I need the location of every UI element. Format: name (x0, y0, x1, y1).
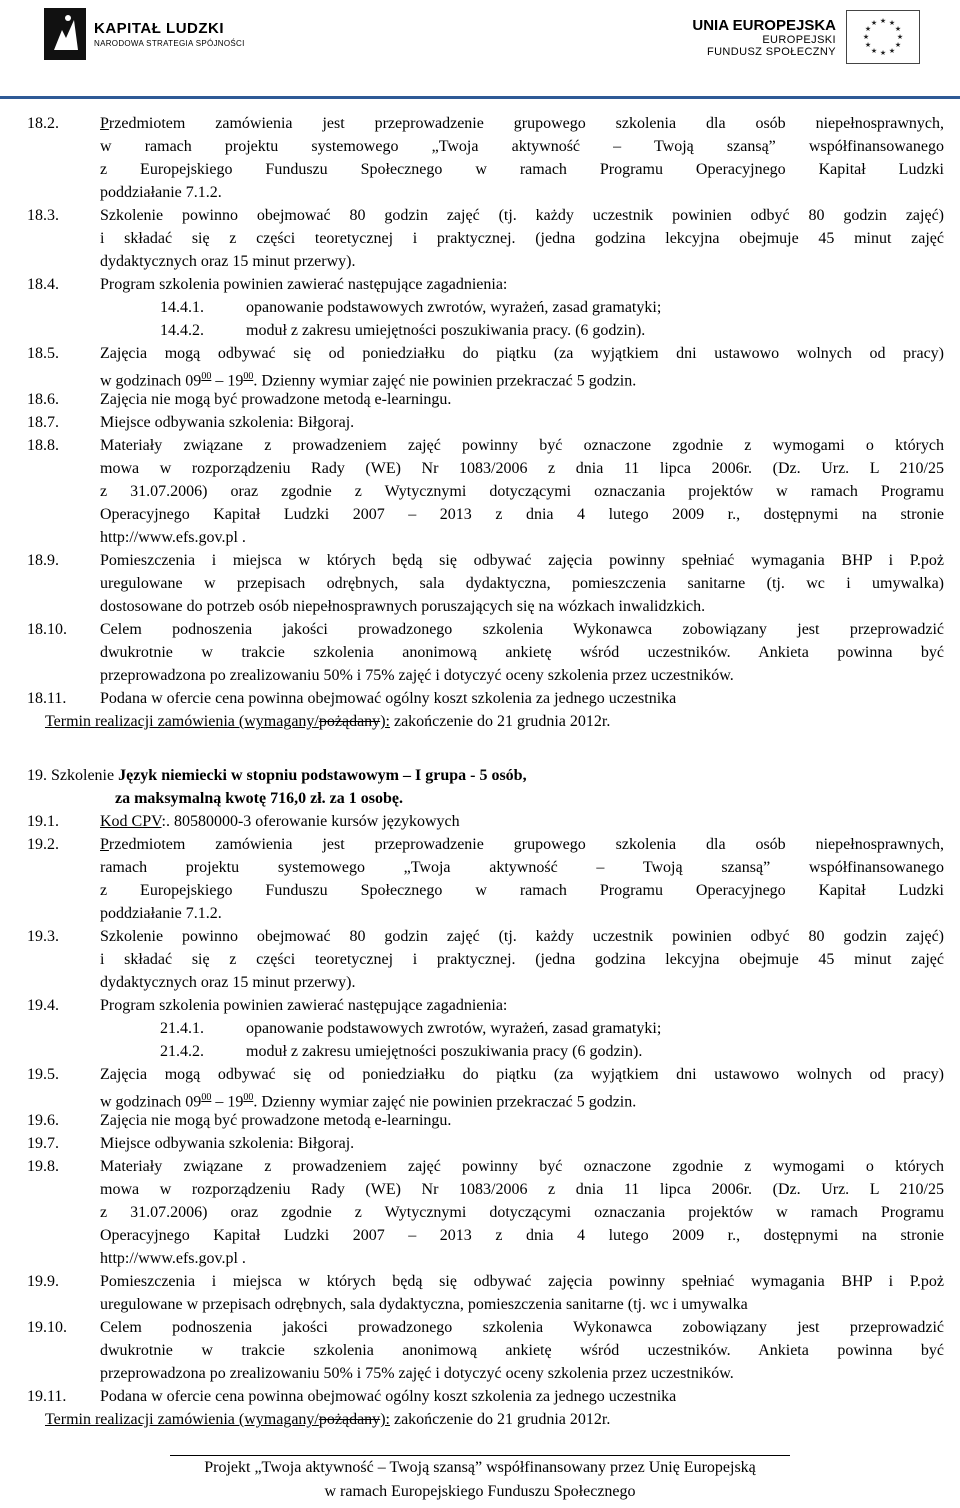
para-19-11 (0, 1386, 960, 1408)
superscript: 00 (243, 1092, 254, 1103)
superscript: 00 (201, 1092, 212, 1103)
kapital-ludzki-subtitle: NARODOWA STRATEGIA SPÓJNOŚCI (94, 39, 245, 48)
para-19-1 (0, 811, 960, 833)
text-line: opanowanie podstawowych zwrotów, wyrażeń, zasad gramatyki; (246, 299, 662, 316)
para-18-10-line3 (0, 665, 960, 687)
svg-text:★: ★ (870, 19, 878, 27)
para-21-4-1 (0, 1018, 960, 1040)
para-14-4-2 (0, 320, 960, 342)
text-line: Podana w ofercie cena powinna obejmować ogólny koszt szkolenia za jednego uczestnika (100, 1388, 677, 1405)
para-number: 19.3. (27, 928, 59, 945)
para-number: 18.7. (27, 414, 59, 431)
text-line: mowa w rozporządzeniu Rady (WE) Nr 1083/2006 z dnia 11 lipca 2006r. (Dz. Urz. L 210/25 (100, 1181, 944, 1198)
text-line: moduł z zakresu umiejętności poszukiwania pracy. (6 godzin). (246, 322, 646, 339)
para-19-8-line2 (0, 1179, 960, 1201)
para-number: 18.2. (27, 115, 59, 132)
para-number: 19.1. (27, 813, 59, 830)
svg-text:★: ★ (894, 41, 902, 49)
para-text (100, 834, 944, 856)
text-line: Miejsce odbywania szkolenia: Biłgoraj. (100, 414, 355, 431)
text-line: Miejsce odbywania szkolenia: Biłgoraj. (100, 1135, 355, 1152)
para-18-11 (0, 688, 960, 710)
para-19-10 (0, 1317, 960, 1339)
svg-text:★: ★ (862, 33, 870, 41)
para-18-2-line3 (0, 159, 960, 181)
text-line (100, 811, 944, 833)
cpv-label: Kod CPV (100, 813, 162, 830)
text-part: . Dzienny wymiar zajęć nie powinien przekraczać 5 godzin. (253, 372, 637, 390)
para-number: 18.11. (27, 690, 67, 707)
term-close: ): (380, 1411, 390, 1428)
text-line: mowa w rozporządzeniu Rady (WE) Nr 1083/2006 z dnia 11 lipca 2006r. (Dz. Urz. L 210/25 (100, 460, 944, 477)
para-19-6 (0, 1110, 960, 1132)
term-value: zakończenie do 21 grudnia 2012r. (389, 1411, 611, 1428)
page-header (0, 0, 960, 99)
para-19-2-line4 (0, 903, 960, 925)
text-line: Celem podnoszenia jakości prowadzonego szkolenia Wykonawca zobowiązany jest przeprowadzić (100, 621, 944, 638)
text-line: Operacyjnego Kapitał Ludzki 2007 – 2013 z dnia 4 lutego 2009 r., dostępnymi na stronie (100, 506, 944, 523)
para-18-10 (0, 619, 960, 641)
para-18-10-line2 (0, 642, 960, 664)
para-number: 19.11. (27, 1388, 67, 1405)
para-18-9-line3 (0, 596, 960, 618)
eu-flag-icon (846, 10, 920, 64)
kapital-ludzki-logo (44, 8, 245, 60)
text-line: Zajęcia mogą odbywać się od poniedziałku do piątku (za wyjątkiem dni ustawowo wolnych od pracy) (100, 1066, 944, 1083)
underlined-initial: P (100, 836, 109, 853)
text-line: rzedmiotem zamówienia jest przeprowadzenie grupowego szkolenia dla osób niepełnosprawnych, (108, 836, 944, 853)
para-19-7 (0, 1133, 960, 1155)
text-line: Materiały związane z prowadzeniem zajęć powinny być oznaczone zgodnie z wymogami o których (100, 437, 944, 454)
text-part: w godzinach 09 (100, 1093, 202, 1111)
para-18-6 (0, 389, 960, 411)
text-line: Program szkolenia powinien zawierać następujące zagadnienia: (100, 997, 508, 1014)
text-part: w godzinach 09 (100, 372, 202, 390)
heading-price: za maksymalną kwotę 716,0 zł. za 1 osobę. (115, 790, 403, 807)
para-18-9 (0, 550, 960, 572)
para-18-3-line3 (0, 251, 960, 273)
term-label: Termin realizacji zamówienia (wymagany/ (45, 713, 319, 730)
para-18-2-line4 (0, 182, 960, 204)
para-number: 19.5. (27, 1066, 59, 1083)
term-text (45, 1409, 610, 1431)
text-line: dwukrotnie w trakcie szkolenia anonimową ankietę wśród uczestników. Ankieta powinna być (100, 644, 944, 661)
term-text (45, 711, 610, 733)
text-line: Program szkolenia powinien zawierać następujące zagadnienia: (100, 276, 508, 293)
text-line: Zajęcia mogą odbywać się od poniedziałku do piątku (za wyjątkiem dni ustawowo wolnych od pracy) (100, 345, 944, 362)
para-18-2-line2 (0, 136, 960, 158)
para-19-9 (0, 1271, 960, 1293)
para-number: 19.7. (27, 1135, 59, 1152)
para-19-8-line4 (0, 1225, 960, 1247)
para-14-4-1 (0, 297, 960, 319)
text-line: dwukrotnie w trakcie szkolenia anonimową ankietę wśród uczestników. Ankieta powinna być (100, 1342, 944, 1359)
para-18-3-line2 (0, 228, 960, 250)
term-struck: pożądany (318, 1411, 381, 1428)
text-line: w ramach projektu systemowego „Twoja aktywność – Twoją szansą” współfinansowanego (100, 138, 944, 155)
para-19-3-line3 (0, 972, 960, 994)
heading-text (27, 765, 527, 787)
para-18-2 (0, 113, 960, 135)
para-number: 19.4. (27, 997, 59, 1014)
text-line: Pomieszczenia i miejsca w których będą się odbywać zajęcia powinny spełniać wymagania BHP i P.poż (100, 1273, 944, 1290)
underlined-initial: P (100, 115, 109, 132)
para-19-8-line5 (0, 1248, 960, 1270)
text-part: – 19 (211, 372, 244, 390)
sub-number: 14.4.2. (160, 322, 204, 339)
text-line: i składać się z części teoretycznej i praktycznej. (jedna godzina lekcyjna obejmuje 45 minut zajęć (100, 951, 944, 968)
para-number: 18.5. (27, 345, 59, 362)
para-number: 19.2. (27, 836, 59, 853)
term-close: ): (380, 713, 390, 730)
section-19-heading (0, 765, 960, 787)
text-line: z Europejskiego Funduszu Społecznego w ramach Programu Operacyjnego Kapitał Ludzki (100, 161, 944, 178)
para-19-3 (0, 926, 960, 948)
para-number: 18.8. (27, 437, 59, 454)
superscript: 00 (243, 371, 254, 382)
para-18-5-line2 (0, 366, 960, 388)
text-line: moduł z zakresu umiejętności poszukiwania pracy (6 godzin). (246, 1043, 643, 1060)
footer-line1: Projekt „Twoja aktywność – Twoją szansą” współfinansowany przez Unię Europejską (204, 1459, 756, 1476)
para-number: 18.6. (27, 391, 59, 408)
term-line-19 (0, 1409, 960, 1431)
text-line: Szkolenie powinno obejmować 80 godzin zajęć (tj. każdy uczestnik powinien odbyć 80 godzin zajęć) (100, 207, 944, 224)
para-19-10-line2 (0, 1340, 960, 1362)
para-number: 19.6. (27, 1112, 59, 1129)
svg-text:★: ★ (864, 25, 872, 33)
text-part: . Dzienny wymiar zajęć nie powinien przekraczać 5 godzin. (253, 1093, 637, 1111)
text-line: Zajęcia nie mogą być prowadzone metodą e-learningu. (100, 1112, 452, 1129)
text-line: dostosowane do potrzeb osób niepełnosprawnych poruszających się na wózkach inwalidzkich. (100, 598, 706, 615)
term-struck: pożądany (318, 713, 381, 730)
para-19-5-line2 (0, 1087, 960, 1109)
text-line: przeprowadzona po zrealizowaniu 50% i 75% zajęć i dotyczyć oceny szkolenia przez uczestników. (100, 1365, 734, 1382)
text-line: uregulowane w przepisach odrębnych, sala dydaktyczna, pomieszczenia sanitarne (tj. wc i umywalka (100, 1296, 748, 1313)
para-19-8-line3 (0, 1202, 960, 1224)
para-19-2-line2 (0, 857, 960, 879)
para-text (100, 113, 944, 135)
para-18-3 (0, 205, 960, 227)
eu-line2: EUROPEJSKI (762, 33, 836, 46)
footer-line2: w ramach Europejskiego Funduszu Społecznego (324, 1483, 636, 1500)
svg-text:★: ★ (879, 17, 887, 25)
text-line: Celem podnoszenia jakości prowadzonego szkolenia Wykonawca zobowiązany jest przeprowadzić (100, 1319, 944, 1336)
para-19-2-line3 (0, 880, 960, 902)
section-19-heading-line2 (0, 788, 960, 810)
eu-line3: FUNDUSZ SPOŁECZNY (706, 45, 836, 58)
page-footer (0, 1456, 960, 1504)
sub-number: 21.4.1. (160, 1020, 204, 1037)
text-part: – 19 (211, 1093, 244, 1111)
para-19-5 (0, 1064, 960, 1086)
svg-text:★: ★ (888, 19, 896, 27)
term-label: Termin realizacji zamówienia (wymagany/ (45, 1411, 319, 1428)
para-18-4 (0, 274, 960, 296)
para-18-8-line5 (0, 527, 960, 549)
text-line: Szkolenie powinno obejmować 80 godzin zajęć (tj. każdy uczestnik powinien odbyć 80 godzin zajęć) (100, 928, 944, 945)
heading-title: Język niemiecki w stopniu podstawowym – I grupa - 5 osób, (118, 767, 527, 784)
svg-text:★: ★ (896, 33, 904, 41)
text-line: rzedmiotem zamówienia jest przeprowadzenie grupowego szkolenia dla osób niepełnosprawnych, (108, 115, 944, 132)
svg-text:★: ★ (888, 47, 896, 55)
para-19-9-line2 (0, 1294, 960, 1316)
text-line: Pomieszczenia i miejsca w których będą się odbywać zajęcia powinny spełniać wymagania BHP i P.poż (100, 552, 944, 569)
para-21-4-2 (0, 1041, 960, 1063)
kapital-ludzki-title: KAPITAŁ LUDZKI (94, 20, 225, 37)
svg-text:★: ★ (879, 49, 887, 57)
text-line: Podana w ofercie cena powinna obejmować ogólny koszt szkolenia za jednego uczestnika (100, 690, 677, 707)
text-line: z Europejskiego Funduszu Społecznego w ramach Programu Operacyjnego Kapitał Ludzki (100, 882, 944, 899)
heading-number: 19. Szkolenie (27, 767, 119, 784)
text-line: z 31.07.2006) oraz zgodnie z Wytycznymi dotyczącymi oznaczania projektów w ramach Programu (100, 1204, 944, 1221)
efs-link[interactable]: http://www.efs.gov.pl . (100, 1250, 246, 1267)
text-line: opanowanie podstawowych zwrotów, wyrażeń, zasad gramatyki; (246, 1020, 662, 1037)
para-19-10-line3 (0, 1363, 960, 1385)
para-18-8 (0, 435, 960, 457)
efs-link[interactable]: http://www.efs.gov.pl . (100, 529, 246, 546)
eu-logo (692, 10, 920, 64)
text-line: i składać się z części teoretycznej i praktycznej. (jedna godzina lekcyjna obejmuje 45 minut zajęć (100, 230, 944, 247)
text-line: poddziałanie 7.1.2. (100, 184, 222, 201)
eu-title: UNIA EUROPEJSKA (692, 16, 836, 34)
kapital-ludzki-emblem-icon (44, 8, 86, 60)
para-number: 18.10. (27, 621, 67, 638)
svg-text:★: ★ (864, 41, 872, 49)
para-19-3-line2 (0, 949, 960, 971)
text-line: z 31.07.2006) oraz zgodnie z Wytycznymi dotyczącymi oznaczania projektów w ramach Programu (100, 483, 944, 500)
para-18-7 (0, 412, 960, 434)
svg-text:★: ★ (870, 47, 878, 55)
para-19-4 (0, 995, 960, 1017)
para-number: 19.8. (27, 1158, 59, 1175)
text-line: Zajęcia nie mogą być prowadzone metodą e-learningu. (100, 391, 452, 408)
para-18-9-line2 (0, 573, 960, 595)
text-line: ramach projektu systemowego „Twoja aktywność – Twoją szansą” współfinansowanego (100, 859, 944, 876)
para-18-8-line4 (0, 504, 960, 526)
para-18-8-line3 (0, 481, 960, 503)
text-line: przeprowadzona po zrealizowaniu 50% i 75% zajęć i dotyczyć oceny szkolenia przez uczestników. (100, 667, 734, 684)
para-number: 18.4. (27, 276, 59, 293)
para-18-8-line2 (0, 458, 960, 480)
text-line: poddziałanie 7.1.2. (100, 905, 222, 922)
superscript: 00 (201, 371, 212, 382)
para-number: 18.3. (27, 207, 59, 224)
text-line: dydaktycznych oraz 15 minut przerwy). (100, 974, 356, 991)
para-number: 19.10. (27, 1319, 67, 1336)
para-number: 19.9. (27, 1273, 59, 1290)
term-line-18 (0, 711, 960, 733)
sub-number: 21.4.2. (160, 1043, 204, 1060)
para-19-8 (0, 1156, 960, 1178)
text-line: uregulowane w przepisach odrębnych, sala dydaktyczna, pomieszczenia sanitarne (tj. wc i umywalka) (100, 575, 944, 592)
text-line: Operacyjnego Kapitał Ludzki 2007 – 2013 z dnia 4 lutego 2009 r., dostępnymi na stronie (100, 1227, 944, 1244)
para-18-5 (0, 343, 960, 365)
para-19-2 (0, 834, 960, 856)
text-line: dydaktycznych oraz 15 minut przerwy). (100, 253, 356, 270)
text-line: Materiały związane z prowadzeniem zajęć powinny być oznaczone zgodnie z wymogami o których (100, 1158, 944, 1175)
term-value: zakończenie do 21 grudnia 2012r. (389, 713, 611, 730)
sub-number: 14.4.1. (160, 299, 204, 316)
svg-text:★: ★ (894, 25, 902, 33)
para-number: 18.9. (27, 552, 59, 569)
cpv-value: :. 80580000-3 oferowanie kursów językowych (161, 813, 460, 830)
